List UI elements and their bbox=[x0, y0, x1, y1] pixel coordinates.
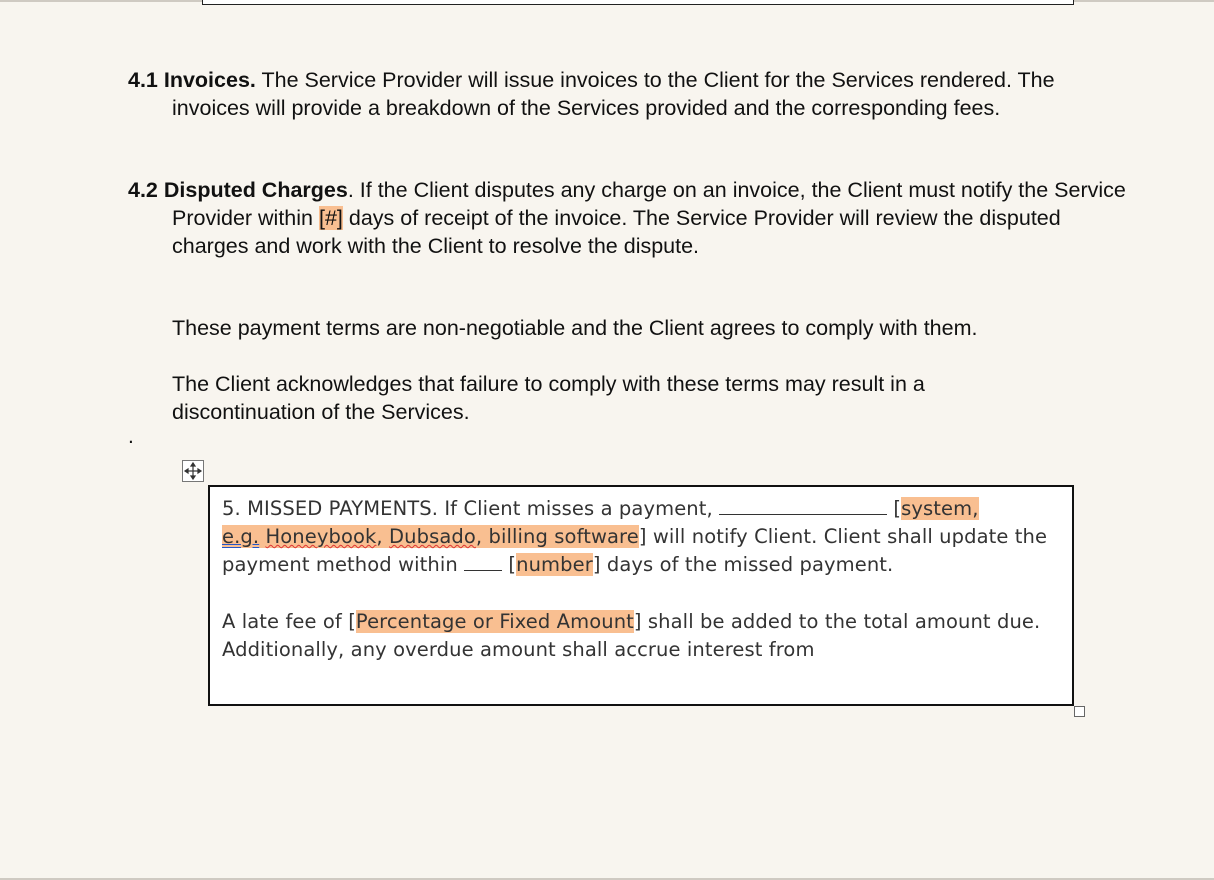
section-4-1 bbox=[128, 66, 1132, 122]
section-5-middle-text: ] will notify Client. Client shall update the payment method within bbox=[222, 525, 1048, 576]
section-5-paragraph bbox=[222, 495, 1060, 579]
section-4-2-text-before: . If the Client disputes any charge on an invoice, the Client must notify the Service Provider within bbox=[172, 178, 1126, 230]
table-resize-handle[interactable] bbox=[1074, 706, 1085, 717]
previous-table-bottom-edge bbox=[202, 0, 1074, 5]
number-placeholder: number bbox=[516, 553, 593, 576]
late-fee-prefix: A late fee of [ bbox=[222, 610, 356, 633]
section-4-2-heading: 4.2 Disputed Charges bbox=[128, 178, 348, 202]
late-fee-paragraph bbox=[222, 608, 1060, 664]
eg-abbreviation: e.g. bbox=[222, 525, 260, 548]
late-fee-placeholder: Percentage or Fixed Amount bbox=[355, 610, 634, 633]
system-blank-line bbox=[719, 498, 887, 515]
section-4-2-text-after: days of receipt of the invoice. The Service Provider will review the disputed charges and work with the Client to resolve the dispute. bbox=[172, 206, 1061, 258]
table-cell[interactable] bbox=[210, 487, 1072, 664]
honeybook-word: Honeybook bbox=[265, 525, 377, 548]
acknowledgement-paragraph: The Client acknowledges that failure to comply with these terms may result in a discontinuation of the Services. bbox=[172, 372, 925, 424]
system-placeholder: system, bbox=[901, 497, 979, 520]
table-move-handle[interactable] bbox=[182, 460, 204, 482]
bracket-open: [ bbox=[887, 497, 902, 520]
bracket-open-2: [ bbox=[502, 553, 517, 576]
number-blank-line bbox=[464, 554, 502, 571]
system-examples-highlight bbox=[222, 525, 639, 548]
payment-terms-paragraph: These payment terms are non-negotiable and the Client agrees to comply with them. bbox=[172, 316, 978, 340]
section-5-tail: ] days of the missed payment. bbox=[592, 553, 894, 576]
comma: , bbox=[376, 525, 390, 548]
section-4-1-text: The Service Provider will issue invoices to the Client for the Services rendered. The invoices will provide a breakdown of the Services provided and the corresponding fees. bbox=[172, 68, 1055, 120]
section-4-1-heading: 4.1 Invoices. bbox=[128, 68, 256, 92]
section-5-intro: 5. MISSED PAYMENTS. If Client misses a payment, bbox=[222, 497, 720, 520]
late-fee-suffix: ] shall be added to the total amount due. Additionally, any overdue amount shall accrue interest from bbox=[222, 610, 1041, 661]
days-placeholder: [#] bbox=[318, 206, 343, 230]
section-4-2 bbox=[128, 176, 1132, 260]
billing-software-text: , billing software bbox=[475, 525, 639, 548]
dubsado-word: Dubsado bbox=[389, 525, 476, 548]
missed-payments-table[interactable] bbox=[208, 485, 1074, 706]
stray-period: . bbox=[128, 425, 134, 448]
move-arrows-icon bbox=[183, 461, 203, 481]
